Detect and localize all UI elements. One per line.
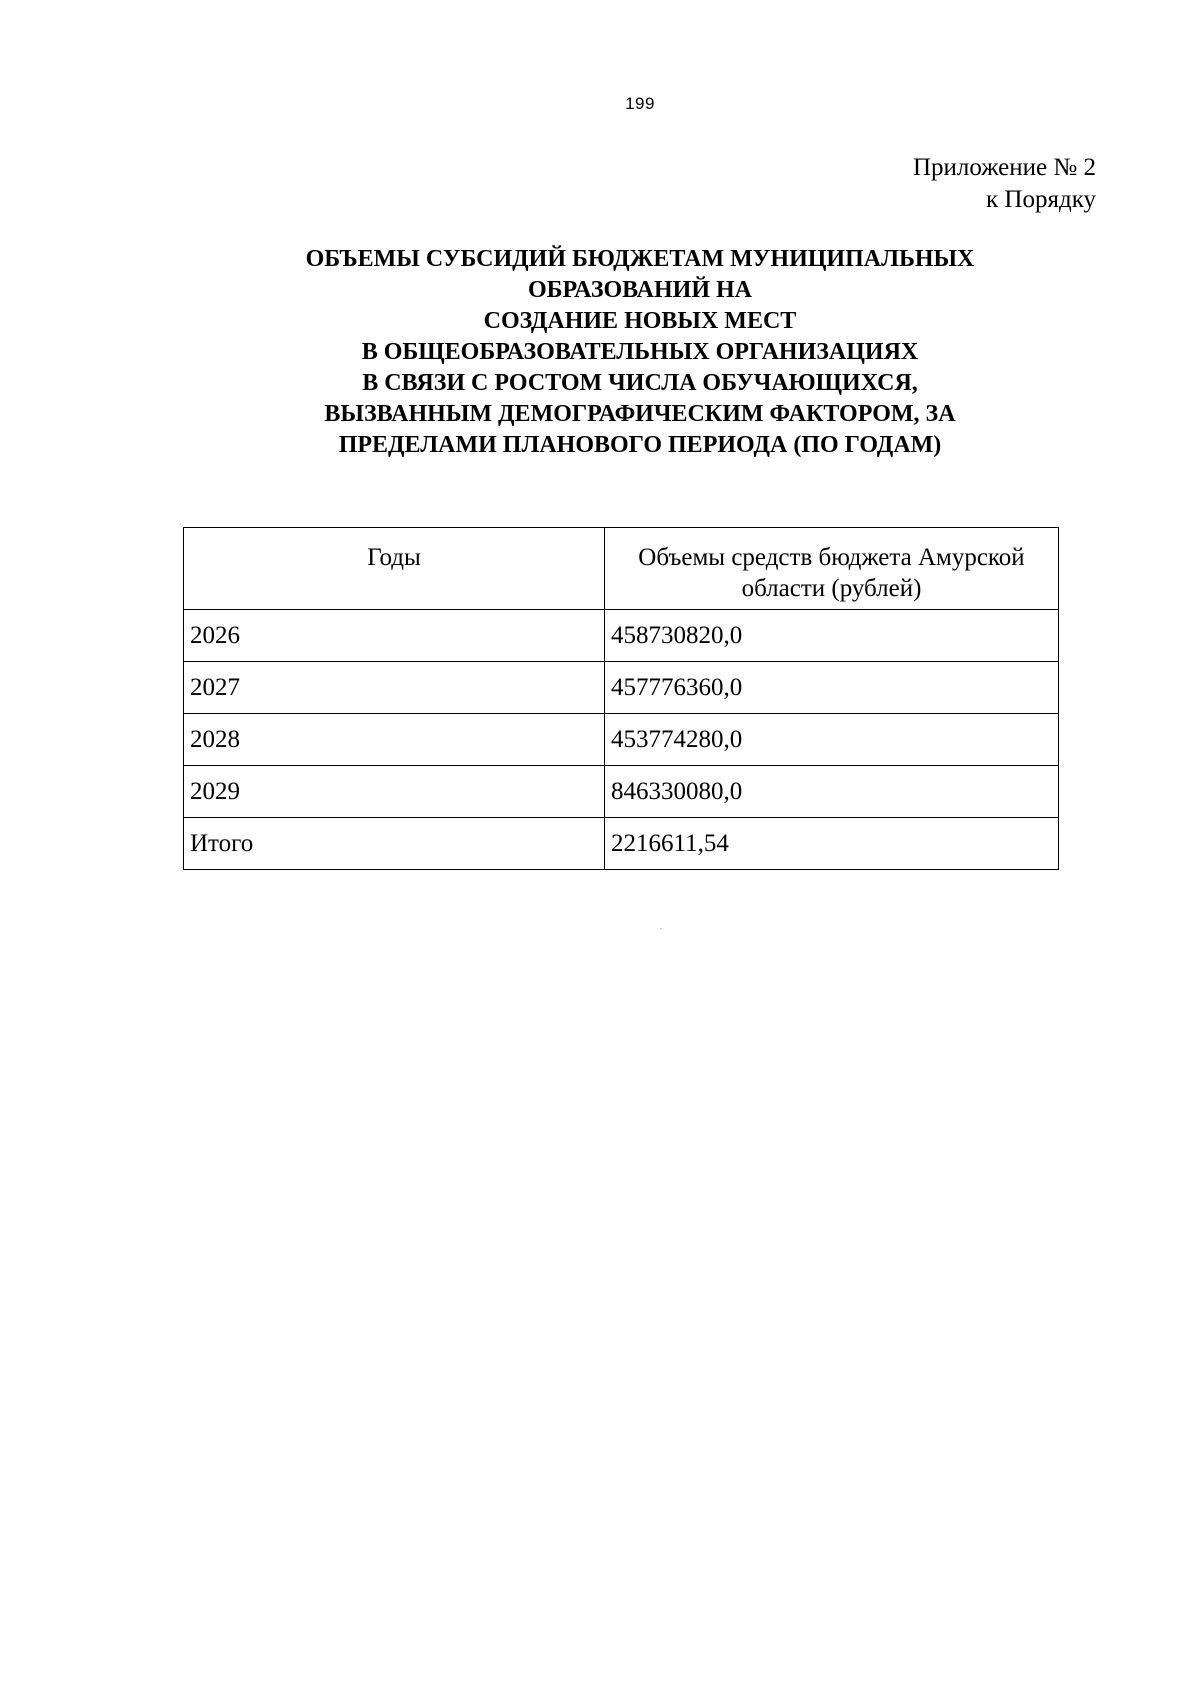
header-years <box>184 528 605 610</box>
title-line: ОБЪЕМЫ СУБСИДИЙ БЮДЖЕТАМ МУНИЦИПАЛЬНЫХ <box>305 246 975 272</box>
appendix-reference <box>913 152 1096 216</box>
document-title <box>240 244 1040 461</box>
header-amount <box>605 528 1059 610</box>
appendix-number: Приложение № 2 <box>912 154 1096 181</box>
page-number: 199 <box>625 94 655 113</box>
header-amount-line2: области (рублей) <box>741 575 922 602</box>
header-years-label: Годы <box>367 544 421 571</box>
title-line: ПРЕДЕЛАМИ ПЛАНОВОГО ПЕРИОДА (ПО ГОДАМ) <box>338 432 942 458</box>
amount-cell: 458730820,0 <box>605 610 1059 662</box>
table-header-row <box>184 528 1059 610</box>
year-cell: 2029 <box>184 766 605 818</box>
title-line: ВЫЗВАННЫМ ДЕМОГРАФИЧЕСКИМ ФАКТОРОМ, ЗА <box>324 401 956 427</box>
year-cell: 2027 <box>184 662 605 714</box>
title-line: В СВЯЗИ С РОСТОМ ЧИСЛА ОБУЧАЮЩИХСЯ, <box>362 370 918 396</box>
table-row <box>184 766 1059 818</box>
total-label-cell: Итого <box>184 818 605 870</box>
total-amount-cell: 2216611,54 <box>605 818 1059 870</box>
table-row-total <box>184 818 1059 870</box>
title-line: В ОБЩЕОБРАЗОВАТЕЛЬНЫХ ОРГАНИЗАЦИЯХ <box>361 339 919 365</box>
subsidy-table <box>183 527 1059 870</box>
amount-cell: 457776360,0 <box>605 662 1059 714</box>
scan-artifact <box>660 928 662 929</box>
table-row <box>184 714 1059 766</box>
table-row <box>184 610 1059 662</box>
year-cell: 2028 <box>184 714 605 766</box>
table-row <box>184 662 1059 714</box>
title-line: СОЗДАНИЕ НОВЫХ МЕСТ <box>483 308 797 334</box>
amount-cell: 846330080,0 <box>605 766 1059 818</box>
year-cell: 2026 <box>184 610 605 662</box>
amount-cell: 453774280,0 <box>605 714 1059 766</box>
title-line: ОБРАЗОВАНИЙ НА <box>527 277 753 303</box>
appendix-order: к Порядку <box>986 186 1096 213</box>
header-amount-line1: Объемы средств бюджета Амурской <box>638 544 1025 571</box>
